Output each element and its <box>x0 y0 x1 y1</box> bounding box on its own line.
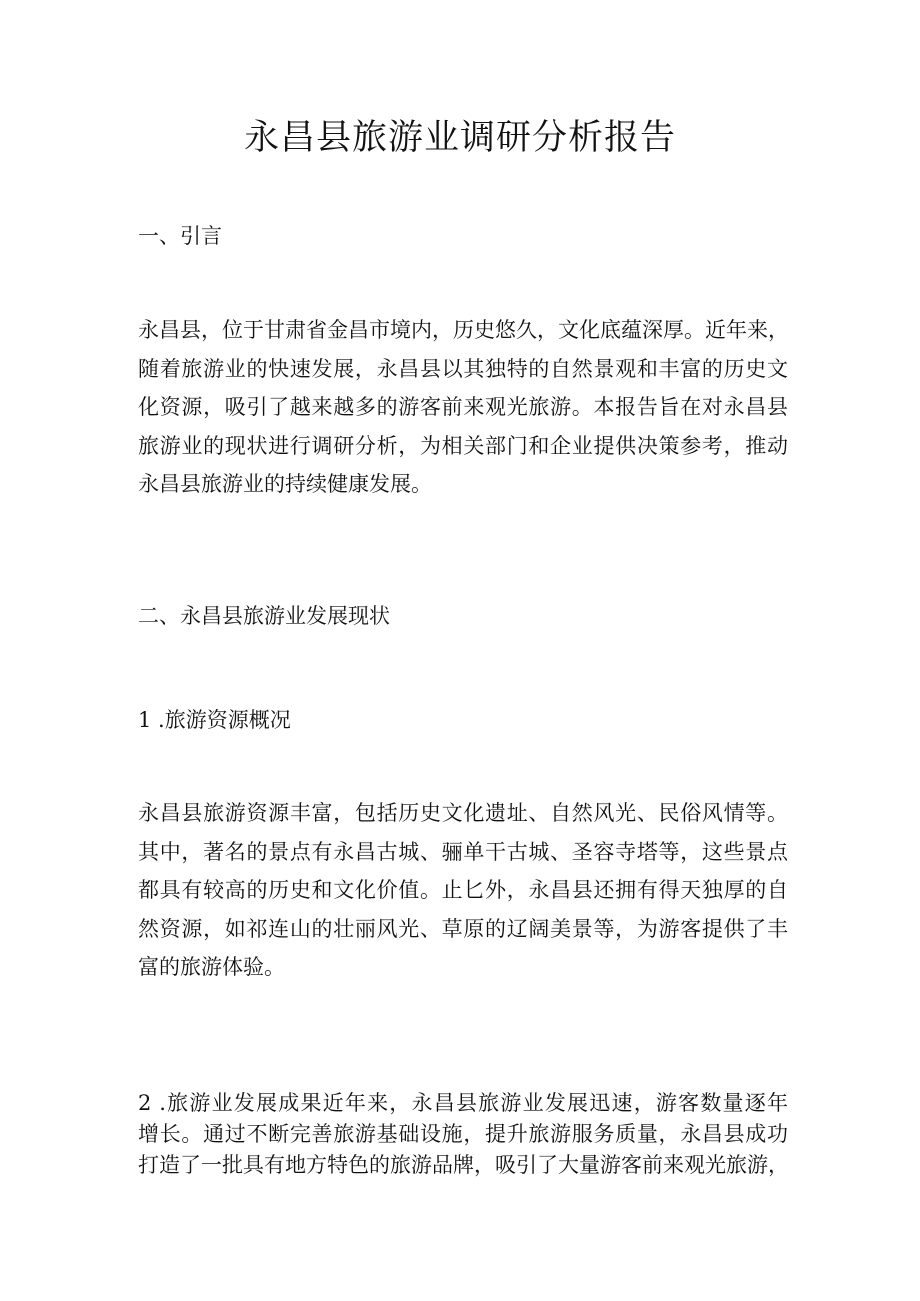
paragraph-line: 永昌县旅游资源丰富，包括历史文化遗址、自然风光、民俗风情等。 <box>138 801 788 825</box>
subsection-heading-resources: 1 .旅游资源概况 <box>138 708 291 732</box>
paragraph-line: 2 .旅游业发展成果近年来，永昌县旅游业发展迅速，游客数量逐年 <box>138 1091 788 1115</box>
paragraph-line: 都具有较高的历史和文化价值。止匕外，永昌县还拥有得天独厚的自 <box>138 878 788 902</box>
paragraph-line: 然资源，如祁连山的壮丽风光、草原的辽阔美景等，为游客提供了丰 <box>138 916 788 941</box>
paragraph-line: 富的旅游体验。 <box>138 955 285 979</box>
paragraph-line: 其中，著名的景点有永昌古城、骊单干古城、圣容寺塔等，这些景点 <box>138 839 788 864</box>
paragraph-line: 打造了一批具有地方特色的旅游品牌，吸引了大量游客前来观光旅游， <box>138 1153 789 1177</box>
section-heading-status: 二、永昌县旅游业发展现状 <box>138 604 390 628</box>
paragraph-line: 随着旅游业的快速发展，永昌县以其独特的自然景观和丰富的历史文 <box>138 356 788 381</box>
resources-paragraph <box>138 794 788 987</box>
section-heading-intro: 一、引言 <box>138 224 222 248</box>
paragraph-line: 永昌县旅游业的持续健康发展。 <box>138 472 432 496</box>
paragraph-line: 永昌县，位于甘肃省金昌市境内，历史悠久，文化底蕴深厚。近年来， <box>138 318 789 342</box>
document-title: 永昌县旅游业调研分析报告 <box>243 118 676 158</box>
paragraph-line: 增长。通过不断完善旅游基础设施，提升旅游服务质量，永昌县成功 <box>138 1122 788 1146</box>
paragraph-line: 化资源，吸引了越来越多的游客前来观光旅游。本报告旨在对永昌县 <box>138 395 788 419</box>
achievements-paragraph <box>138 1088 788 1181</box>
paragraph-line: 旅游业的现状进行调研分析，为相关部门和企业提供决策参考，推动 <box>138 433 788 458</box>
intro-paragraph <box>138 311 788 504</box>
